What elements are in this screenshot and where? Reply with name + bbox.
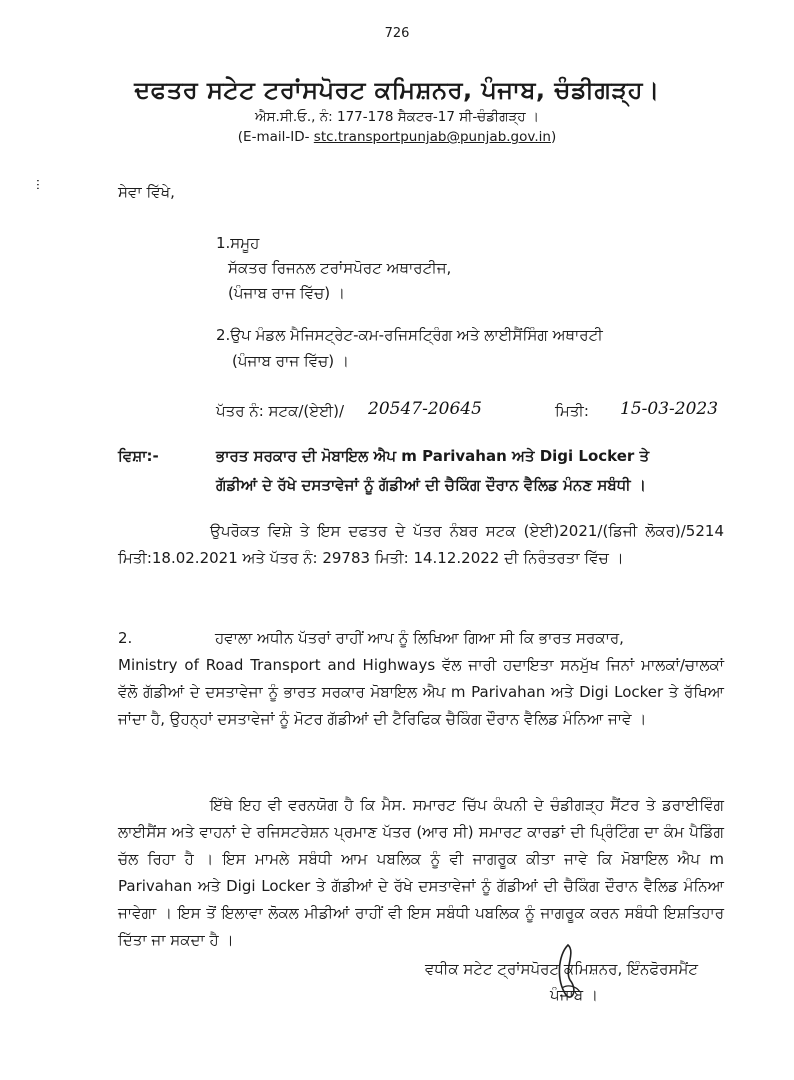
letter-ref-number: 20547-20645 bbox=[368, 399, 482, 419]
office-email-line bbox=[0, 129, 794, 145]
office-title: ਦਫਤਰ ਸਟੇਟ ਟਰਾਂਸਪੋਰਟ ਕਮਿਸ਼ਨਰ, ਪੰਜਾਬ, ਚੰਡੀਗੜ੍ਹ। bbox=[134, 76, 660, 104]
signature-location: ਪੰਜਾਬ । bbox=[550, 986, 598, 1004]
recipient-1-line2: (ਪੰਜਾਬ ਰਾਜ ਵਿੱਚ) । bbox=[228, 284, 345, 302]
letter-date: 15-03-2023 bbox=[620, 399, 719, 419]
recipient-1-number: 1.ਸਮੂਹ bbox=[216, 234, 260, 252]
letter-ref-label: ਪੱਤਰ ਨੰ: ਸਟਕ/(ਏਈ)/ bbox=[216, 402, 345, 420]
signature-designation: ਵਧੀਕ ਸਟੇਟ ਟ੍ਰਾਂਸਪੋਰਟ ਕਮਿਸ਼ਨਰ, ਇੰਨਫੋਰਸਮੈਂਟ bbox=[425, 960, 698, 978]
body-paragraph-3 bbox=[118, 792, 724, 954]
recipient-2-number: 2.ਉਪ ਮੰਡਲ ਮੈਜਿਸਟ੍ਰੇਟ-ਕਮ-ਰਜਿਸਟ੍ਰਿੰਗ ਅਤੇ ਲਾਈਸੈਂਸਿੰਗ ਅਥਾਰਟੀ bbox=[216, 326, 603, 344]
body-paragraph-1-text: ਉਪਰੋਕਤ ਵਿਸ਼ੇ ਤੇ ਇਸ ਦਫਤਰ ਦੇ ਪੱਤਰ ਨੰਬਰ ਸਟਕ (ਏਈ)2021/(ਡਿਜੀ ਲੋਕਰ)/5214 ਮਿਤੀ:18.02.2021 ਅਤੇ ਪੱਤਰ ਨੰ: 29783 ਮਿਤੀ: 14.12.2022 ਦੀ ਨਿਰੰਤਰਤਾ ਵਿੱਚ । bbox=[118, 522, 724, 567]
para2-number: 2. bbox=[118, 629, 133, 647]
margin-mark: ⵗ bbox=[36, 178, 40, 192]
body-paragraph-3-text: ਇੱਥੇ ਇਹ ਵੀ ਵਰਨਯੋਗ ਹੈ ਕਿ ਮੈਸ. ਸਮਾਰਟ ਚਿੱਪ ਕੰਪਨੀ ਦੇ ਚੰਡੀਗੜ੍ਹ ਸੈਂਟਰ ਤੇ ਡਰਾਈਵਿੰਗ ਲਾਈਸੈਂਸ ਅਤੇ ਵਾਹਨਾਂ ਦੇ ਰਜਿਸਟਰੇਸ਼ਨ ਪ੍ਰਮਾਣ ਪੱਤਰ (ਆਰ ਸੀ) ਸਮਾਰਟ ਕਾਰਡਾਂ ਦੀ ਪ੍ਰਿੰਟਿੰਗ ਦਾ ਕੰਮ ਪੈਡਿੰਗ ਚੱਲ ਰਿਹਾ ਹੈ । ਇਸ ਮਾਮਲੇ ਸਬੰਧੀ ਆਮ ਪਬਲਿਕ ਨੂੰ ਵੀ ਜਾਗਰੂਕ ਕੀਤਾ ਜਾਵੇ ਕਿ ਮੋਬਾਇਲ ਐਪ m Parivahan ਅਤੇ Digi Locker ਤੇ ਗੱਡੀਆਂ ਦੇ ਰੱਖੇ ਦਸਤਾਵੇਜਾਂ ਨੂੰ ਗੱਡੀਆਂ ਦੀ ਚੈਕਿੰਗ ਦੌਰਾਨ ਵੈਲਿਡ ਮੰਨਿਆ ਜਾਵੇਗਾ । ਇਸ ਤੋਂ ਇਲਾਵਾ ਲੋਕਲ ਮੀਡੀਆਂ ਰਾਹੀਂ ਵੀ ਇਸ ਸਬੰਧੀ ਪਬਲਿਕ ਨੂੰ ਜਾਗਰੂਕ ਕਰਨ ਸਬੰਧੀ ਇਸ਼ਤਿਹਾਰ ਦਿੱਤਾ ਜਾ ਸਕਦਾ ਹੈ । bbox=[118, 796, 724, 949]
salutation: ਸੇਵਾ ਵਿੱਖੇ, bbox=[118, 183, 175, 201]
body-paragraph-2: Ministry of Road Transport and Highways ਵੱਲ ਜਾਰੀ ਹਦਾਇਤਾ ਸਨਮੁੱਖ ਜਿਨਾਂ ਮਾਲਕਾਂ/ਚਾਲਕਾਂ ਵੱਲੋ ਗੱਡੀਆਂ ਦੇ ਦਸਤਾਵੇਜਾ ਨੂੰ ਭਾਰਤ ਸਰਕਾਰ ਮੋਬਾਇਲ ਐਪ m Parivahan ਅਤੇ Digi Locker ਤੇ ਰੱਖਿਆ ਜਾਂਦਾ ਹੈ, ਉਹਨ੍ਹਾਂ ਦਸਤਾਵੇਜਾਂ ਨੂੰ ਮੋਟਰ ਗੱਡੀਆਂ ਦੀ ਟੈਰਿਫਿਕ ਚੈਕਿੰਗ ਦੌਰਾਨ ਵੈਲਿਡ ਮੰਨਿਆ ਜਾਵੇ । bbox=[118, 656, 724, 728]
page-number: 726 bbox=[384, 26, 410, 41]
body-paragraph-1 bbox=[118, 518, 724, 572]
email-suffix: ) bbox=[550, 129, 557, 145]
subject-line1: ਭਾਰਤ ਸਰਕਾਰ ਦੀ ਮੋਬਾਇਲ ਐਪ m Parivahan ਅਤੇ Digi Locker ਤੇ bbox=[216, 447, 650, 465]
recipient-1-line1: ਸੱਕਤਰ ਰਿਜਨਲ ਟਰਾਂਸਪੋਰਟ ਅਥਾਰਟੀਜ, bbox=[228, 259, 452, 277]
para2-first-line: ਹਵਾਲਾ ਅਧੀਨ ਪੱਤਰਾਂ ਰਾਹੀਂ ਆਪ ਨੂੰ ਲਿਖਿਆ ਗਿਆ ਸੀ ਕਿ ਭਾਰਤ ਸਰਕਾਰ, bbox=[215, 629, 624, 647]
recipient-2-line2: (ਪੰਜਾਬ ਰਾਜ ਵਿੱਚ) । bbox=[232, 352, 349, 370]
subject-line2: ਗੱਡੀਆਂ ਦੇ ਰੱਖੇ ਦਸਤਾਵੇਜਾਂ ਨੂੰ ਗੱਡੀਆਂ ਦੀ ਚੈਕਿੰਗ ਦੌਰਾਨ ਵੈਲਿਡ ਮੰਨਣ ਸਬੰਧੀ । bbox=[216, 476, 647, 494]
email-prefix: (E-mail-ID- bbox=[237, 129, 314, 145]
subject-label: ਵਿਸ਼ਾ:- bbox=[118, 447, 159, 465]
office-email-link[interactable]: stc.transportpunjab@punjab.gov.in bbox=[313, 129, 551, 145]
letter-date-label: ਮਿਤੀ: bbox=[555, 402, 589, 420]
office-address: ਐਸ.ਸੀ.ਓ., ਨੰ: 177-178 ਸੈਕਟਰ-17 ਸੀ-ਚੰਡੀਗੜ੍ਹ । bbox=[254, 109, 540, 125]
